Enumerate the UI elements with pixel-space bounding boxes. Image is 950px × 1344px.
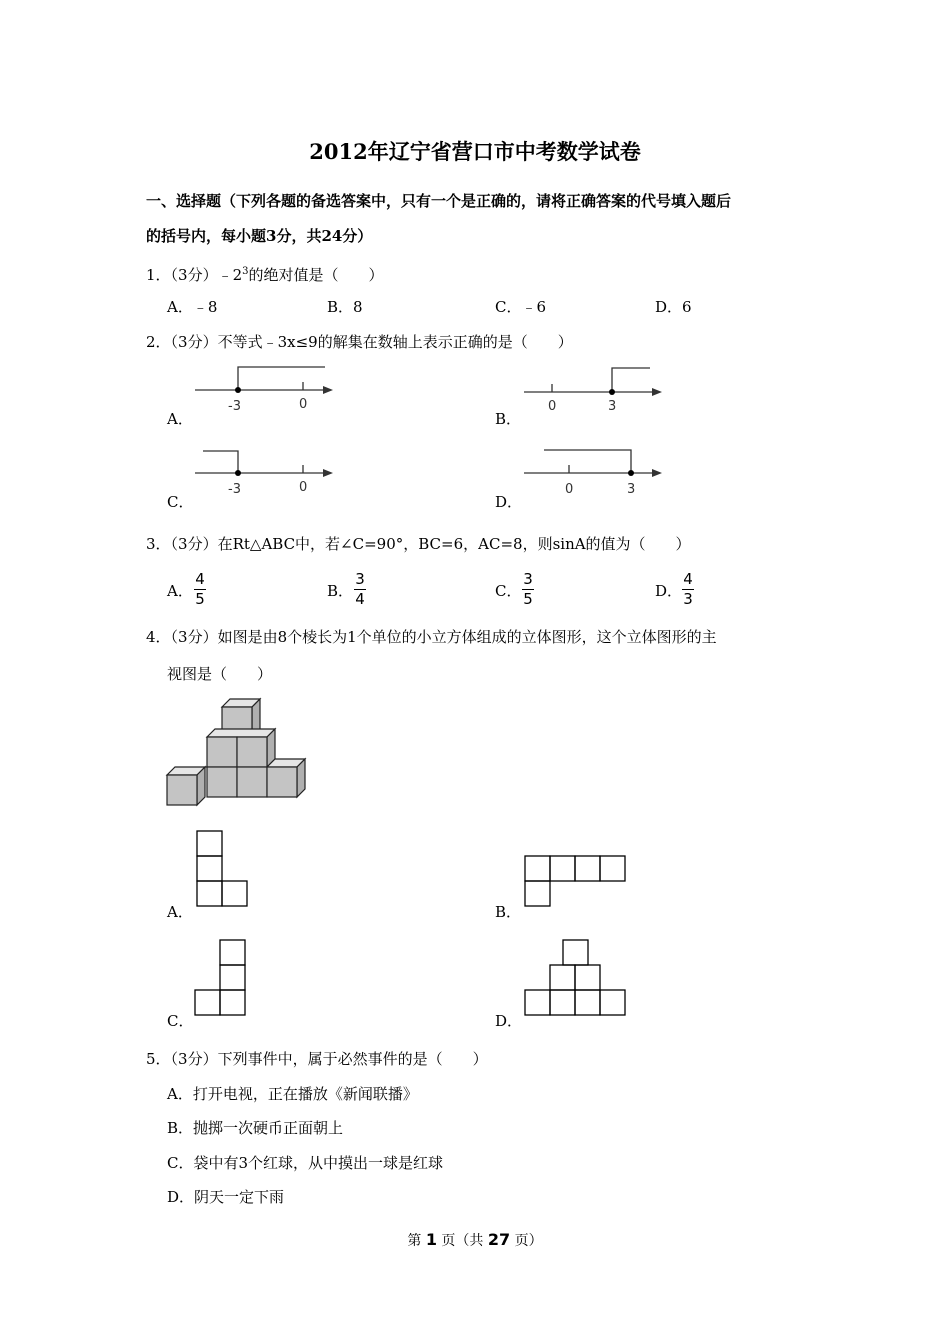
- q5-option-c: C．袋中有3个红球，从中摸出一球是红球: [167, 1154, 444, 1172]
- current-page-number: 1: [425, 1230, 437, 1249]
- q3-label-b: B．: [327, 582, 354, 600]
- axis-label: 0: [299, 397, 308, 412]
- q1-exponent: 3: [242, 266, 249, 277]
- q2-label-b: B．: [495, 410, 522, 428]
- q3-label-a: A．: [167, 582, 193, 600]
- axis-label: 0: [565, 482, 574, 497]
- axis-label: 3: [608, 399, 617, 414]
- q1-option-a: A．﹣8: [167, 298, 218, 316]
- q5-stem: 5．（3分）下列事件中，属于必然事件的是（ ）: [146, 1050, 488, 1068]
- total-page-count: 27: [487, 1230, 511, 1249]
- section-heading-line1: 一、选择题（下列各题的备选答案中，只有一个是正确的，请将正确答案的代号填入题后: [146, 192, 732, 210]
- q1-stem: 1．（3分）$﹣2^3$的绝对值是（ ）: [146, 266, 384, 284]
- q1-option-c: C．﹣6: [495, 298, 547, 316]
- q2-number-line-c: [195, 445, 335, 500]
- q3-fraction-b: 3 4: [355, 570, 365, 608]
- axis-label: -3: [228, 399, 241, 414]
- q5-option-b: B．抛掷一次硬币正面朝上: [167, 1119, 344, 1137]
- q2-label-c: C．: [167, 493, 194, 511]
- q4-view-a: [196, 830, 248, 908]
- q2-number-line-a: [195, 362, 335, 417]
- q3-label-c: C．: [495, 582, 522, 600]
- q2-stem: 2．（3分）不等式﹣3x≤9的解集在数轴上表示正确的是（ ）: [146, 333, 573, 351]
- q4-view-b: [524, 855, 627, 908]
- q2-number-line-d: [524, 445, 664, 500]
- q3-fraction-c: 3 5: [523, 570, 533, 608]
- page-title: 2012年辽宁省营口市中考数学试卷: [309, 139, 641, 164]
- q4-view-c: [194, 939, 246, 1017]
- axis-label: 0: [548, 399, 557, 414]
- q4-cube-figure: [164, 697, 309, 807]
- q4-label-a: A．: [167, 903, 193, 921]
- q3-label-d: D．: [655, 582, 683, 600]
- q4-label-b: B．: [495, 903, 522, 921]
- axis-label: 3: [627, 482, 636, 497]
- q4-view-d: [524, 939, 627, 1017]
- section-heading-line2: 的括号内，每小题3分，共24分）: [146, 227, 373, 245]
- q4-label-c: C．: [167, 1012, 194, 1030]
- q1-option-b: B．8: [327, 298, 363, 316]
- page-footer: 第 1 页（共 27 页）: [407, 1230, 543, 1249]
- q3-stem: 3．（3分）在Rt△ABC中，若∠C=90°，BC=6，AC=8，则sinA的值为（ ）: [146, 535, 691, 553]
- q2-number-line-b: [524, 362, 664, 417]
- q1-option-d: D．6: [655, 298, 692, 316]
- q4-label-d: D．: [495, 1012, 523, 1030]
- q2-label-a: A．: [167, 410, 193, 428]
- q4-stem-line1: 4．（3分）如图是由8个棱长为1个单位的小立方体组成的立体图形，这个立体图形的主: [146, 628, 717, 646]
- q3-fraction-d: 4 3: [683, 570, 693, 608]
- q3-fraction-a: 4 5: [195, 570, 205, 608]
- q2-label-d: D．: [495, 493, 523, 511]
- q4-stem-line2: 视图是（ ）: [167, 665, 273, 683]
- axis-label: 0: [299, 480, 308, 495]
- axis-label: -3: [228, 482, 241, 497]
- q5-option-a: A．打开电视，正在播放《新闻联播》: [167, 1085, 418, 1103]
- q5-option-d: D．阴天一定下雨: [167, 1188, 285, 1206]
